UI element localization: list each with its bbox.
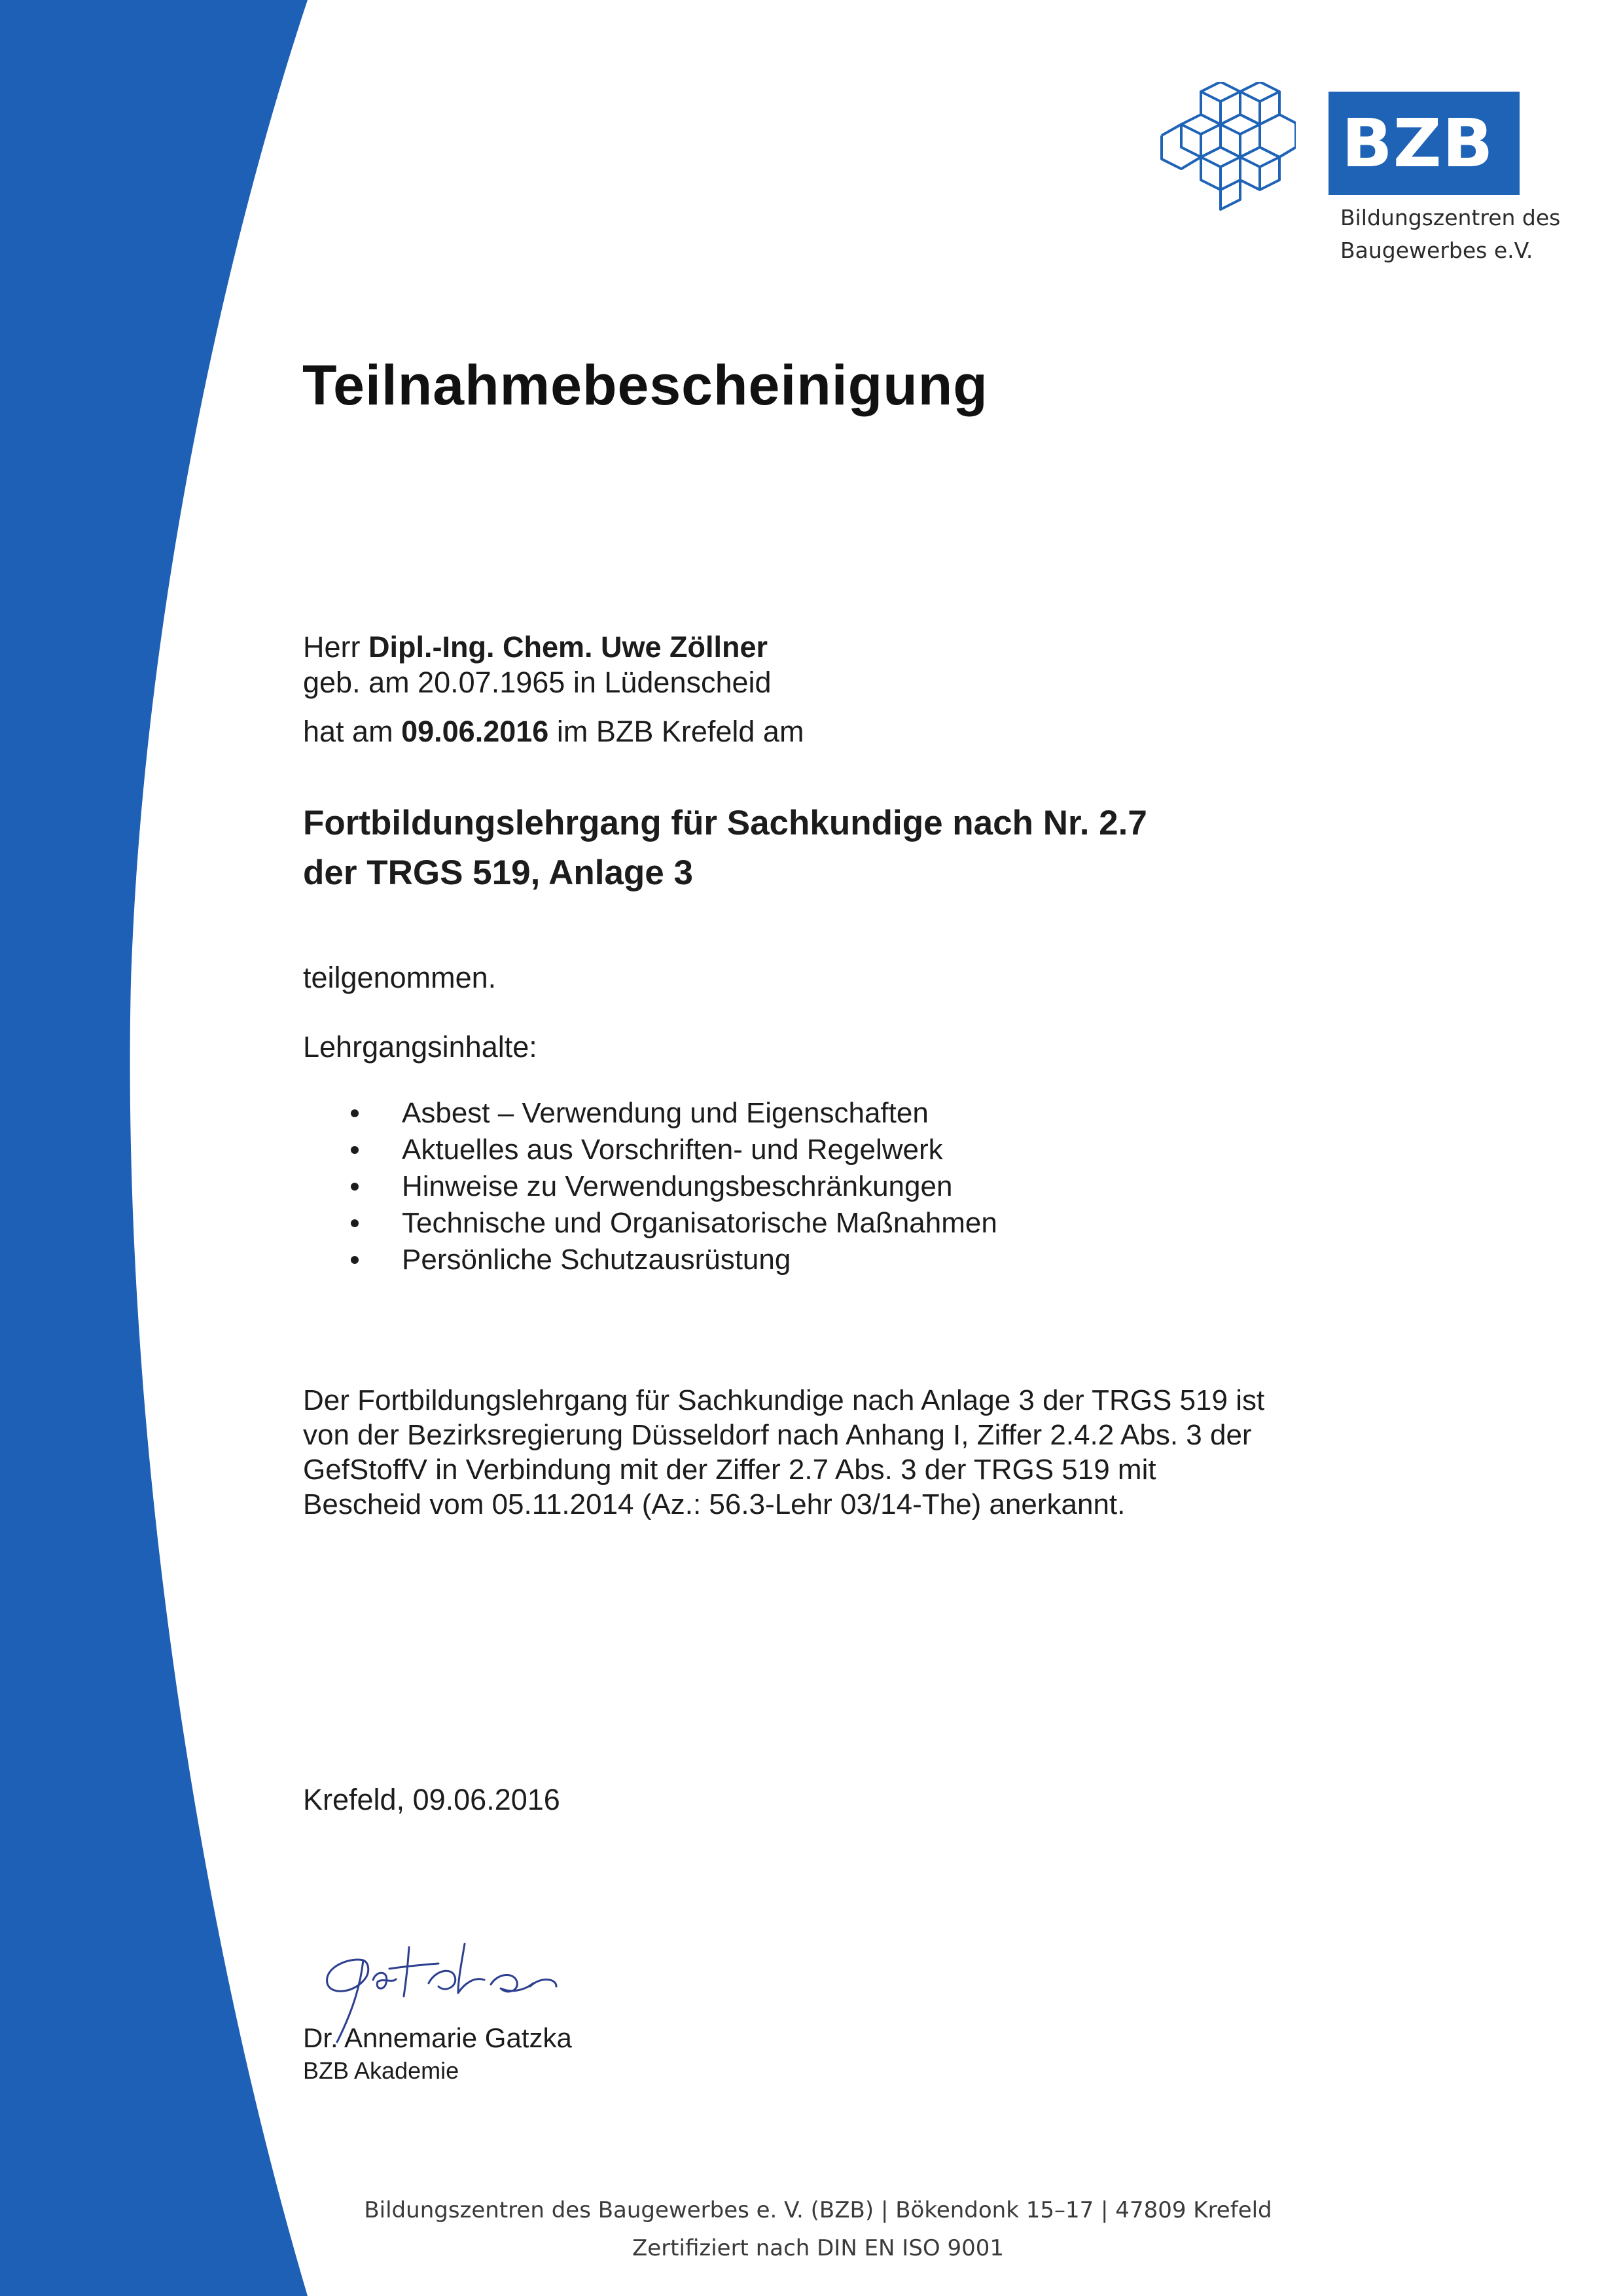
topic-text: Aktuelles aus Vorschriften- und Regelwerk — [402, 1134, 943, 1166]
place-date: Krefeld, 09.06.2016 — [303, 1783, 560, 1816]
signer-organization: BZB Akademie — [303, 2057, 459, 2084]
document-title: Teilnahmebescheinigung — [302, 354, 988, 417]
list-item — [351, 1132, 997, 1168]
footer-address: Bildungszentren des Baugewerbes e. V. (BZB) | Bökendonk 15–17 | 47809 Krefeld — [364, 2197, 1272, 2223]
recognition-line: GefStoffV in Verbindung mit der Ziffer 2.7 Abs. 3 der TRGS 519 mit — [303, 1454, 1156, 1486]
recipient-salutation: Herr — [303, 630, 361, 664]
footer — [0, 2191, 1623, 2267]
recipient-birth: geb. am 20.07.1965 in Lüdenscheid — [303, 666, 772, 699]
recognition-line: Der Fortbildungslehrgang für Sachkundige nach Anlage 3 der TRGS 519 ist — [303, 1384, 1265, 1416]
topics-list — [351, 1095, 997, 1278]
bzb-logo-box — [1329, 92, 1520, 195]
signer-name: Dr. Annemarie Gatzka — [303, 2022, 572, 2053]
attendance-prefix: hat am — [303, 715, 393, 748]
topic-text: Technische und Organisatorische Maßnahmen — [402, 1207, 997, 1239]
recipient-line — [303, 630, 768, 665]
bullet-icon — [351, 1146, 359, 1154]
attendance-date: 09.06.2016 — [401, 715, 549, 748]
recognition-line: Bescheid vom 05.11.2014 (Az.: 56.3-Lehr 03/14-The) anerkannt. — [303, 1488, 1126, 1520]
list-item — [351, 1242, 997, 1278]
course-title-line1: Fortbildungslehrgang für Sachkundige nach Nr. 2.7 — [303, 804, 1147, 842]
logo-subtitle — [1340, 202, 1560, 267]
topic-text: Persönliche Schutzausrüstung — [402, 1244, 791, 1276]
list-item — [351, 1205, 997, 1242]
bzb-cube-logo-icon — [1158, 82, 1296, 213]
topic-text: Asbest – Verwendung und Eigenschaften — [402, 1097, 929, 1129]
logo-subtitle-line2: Baugewerbes e.V. — [1340, 238, 1533, 263]
attendance-line — [303, 714, 804, 749]
bullet-icon — [351, 1219, 359, 1227]
topic-text: Hinweise zu Verwendungsbeschränkungen — [402, 1170, 953, 1202]
bullet-icon — [351, 1256, 359, 1264]
list-item — [351, 1095, 997, 1132]
logo-text: BZB — [1342, 104, 1494, 183]
logo-subtitle-line1: Bildungszentren des — [1340, 205, 1561, 230]
recognition-paragraph — [303, 1383, 1264, 1522]
footer-certification: Zertifiziert nach DIN EN ISO 9001 — [632, 2235, 1005, 2261]
recognition-line: von der Bezirksregierung Düsseldorf nach Anhang I, Ziffer 2.4.2 Abs. 3 der — [303, 1419, 1252, 1451]
attendance-suffix: im BZB Krefeld am — [556, 715, 804, 748]
bullet-icon — [351, 1183, 359, 1191]
course-title-line2: der TRGS 519, Anlage 3 — [303, 853, 693, 892]
list-item — [351, 1168, 997, 1205]
participated-text: teilgenommen. — [303, 961, 497, 994]
recipient-name: Dipl.-Ing. Chem. Uwe Zöllner — [368, 630, 768, 664]
contents-heading: Lehrgangsinhalte: — [303, 1030, 537, 1064]
bullet-icon — [351, 1109, 359, 1117]
